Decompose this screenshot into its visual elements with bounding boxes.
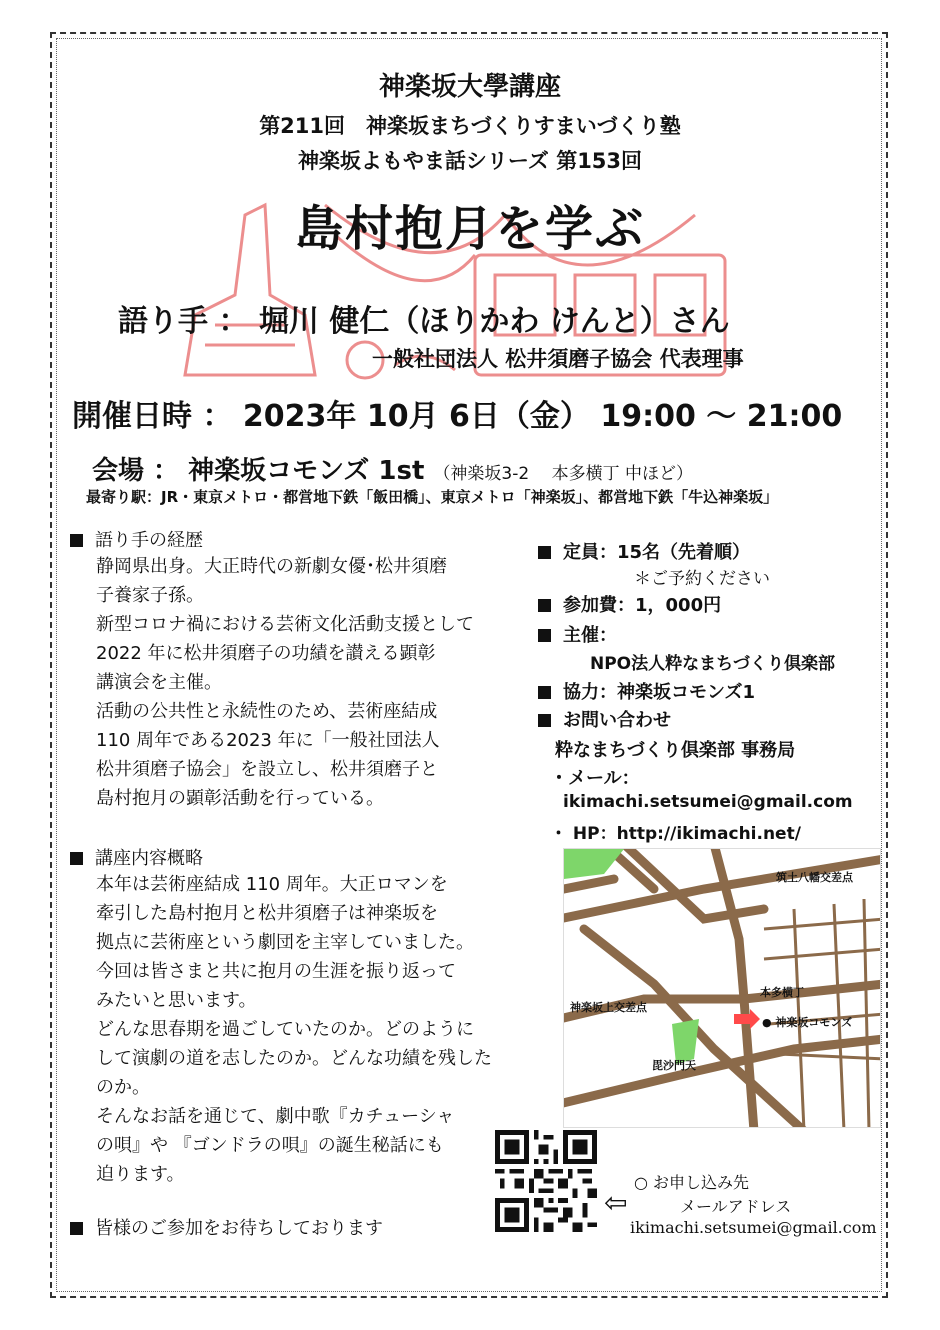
- application-email[interactable]: ikimachi.setsumei@gmail.com: [630, 1218, 877, 1237]
- speaker-affiliation: 一般社団法人 松井須磨子協会 代表理事: [372, 347, 744, 371]
- map-label-kagurazaka-ue: 神楽坂上交差点: [570, 1001, 647, 1014]
- bullet-square-icon: [538, 546, 551, 559]
- series-subtitle: 神楽坂よもやま話シリーズ 第153回: [297, 149, 643, 173]
- nearest-station: 最寄り駅：JR・東京メトロ・都営地下鉄「飯田橋」、東京メトロ「神楽坂」、都営地下鉄「牛込神楽坂」: [86, 488, 779, 506]
- capacity-note: ＊ご予約ください: [634, 569, 770, 589]
- speaker-name: 語り手 ： 堀川 健仁（ほりかわ けんと）さん: [118, 304, 730, 339]
- contact-label: お問い合わせ: [538, 706, 671, 732]
- bullet-square-icon: [70, 1222, 83, 1235]
- closing-message: 皆様のご参加をお待ちしております: [70, 1214, 383, 1240]
- qr-code[interactable]: [495, 1130, 597, 1232]
- bullet-square-icon: [70, 852, 83, 865]
- left-arrow-icon: ⇦: [604, 1186, 628, 1219]
- venue-detail: （神楽坂3-2 本多横丁 中ほど）: [433, 464, 694, 484]
- access-map: [563, 848, 881, 1128]
- bio-heading: 語り手の経歴: [70, 526, 203, 552]
- event-date: 開催日時 ： 2023年 10月 6日（金） 19:00 ～ 21:00: [72, 399, 843, 434]
- map-label-commons: ● 神楽坂コモンズ: [762, 1016, 853, 1029]
- contact-org: 粋なまちづくり倶楽部 事務局: [555, 740, 796, 761]
- mail-label: ・メール：: [550, 768, 640, 789]
- map-label-bishamonten: 毘沙門天: [652, 1059, 696, 1072]
- event-venue: [92, 450, 693, 487]
- capacity: 定員：15名（先着順）: [538, 538, 750, 564]
- application-line1: ○ お申し込み先: [634, 1173, 750, 1192]
- map-roads: [564, 849, 880, 1127]
- bullet-square-icon: [538, 714, 551, 727]
- session-number: 第211回 神楽坂まちづくりすまいづくり塾: [259, 114, 681, 138]
- series-title: 神楽坂大學講座: [378, 72, 561, 102]
- bio-text: 静岡県出身。大正時代の新劇女優･松井須磨 子養家子孫。 新型コロナ禍における芸術文化活動支援として 2022 年に松井須磨子の功績を讃える顕彰 講演会を主催。 活動の公共性と永続性のため、芸術座結成 110 周年である2023 年に「一般社団法人 松井須磨子協会」を設立し、松井須磨子と 島村抱月の顕彰活動を行っている。: [96, 556, 474, 809]
- map-label-tsukudo: 筑土八幡交差点: [776, 871, 853, 884]
- summary-text: 本年は芸術座結成 110 周年。大正ロマンを 牽引した島村抱月と松井須磨子は神楽坂を 拠点に芸術座という劇団を主宰していました。 今回は皆さまと共に抱月の生涯を振り返って みたいと思います。 どんな思春期を過ごしていたのか。どのように して演劇の道を志したのか。どんな功績を残した のか。 そんなお話を通じて、劇中歌『カチューシャ の唄』や 『ゴンドラの唄』の誕生秘話にも 迫ります。: [96, 874, 492, 1185]
- bullet-square-icon: [538, 629, 551, 642]
- venue-name: 会場 ： 神楽坂コモンズ 1st: [92, 456, 425, 486]
- fee: 参加費：1，000円: [538, 591, 721, 617]
- mail-address[interactable]: ikimachi.setsumei@gmail.com: [563, 792, 853, 812]
- application-line2: メールアドレス: [680, 1197, 792, 1216]
- homepage-link[interactable]: ・ HP：http://ikimachi.net/: [550, 824, 801, 844]
- bullet-square-icon: [538, 599, 551, 612]
- organizer-label: 主催：: [538, 621, 617, 647]
- map-label-honda-yokocho: 本多横丁: [760, 986, 804, 999]
- organizer: NPO法人粋なまちづくり倶楽部: [590, 654, 835, 674]
- summary-heading: 講座内容概略: [70, 844, 203, 870]
- page-title: 島村抱月を学ぶ: [294, 201, 645, 257]
- bullet-square-icon: [538, 686, 551, 699]
- bullet-square-icon: [70, 534, 83, 547]
- cooperation: 協力：神楽坂コモンズ1: [538, 678, 755, 704]
